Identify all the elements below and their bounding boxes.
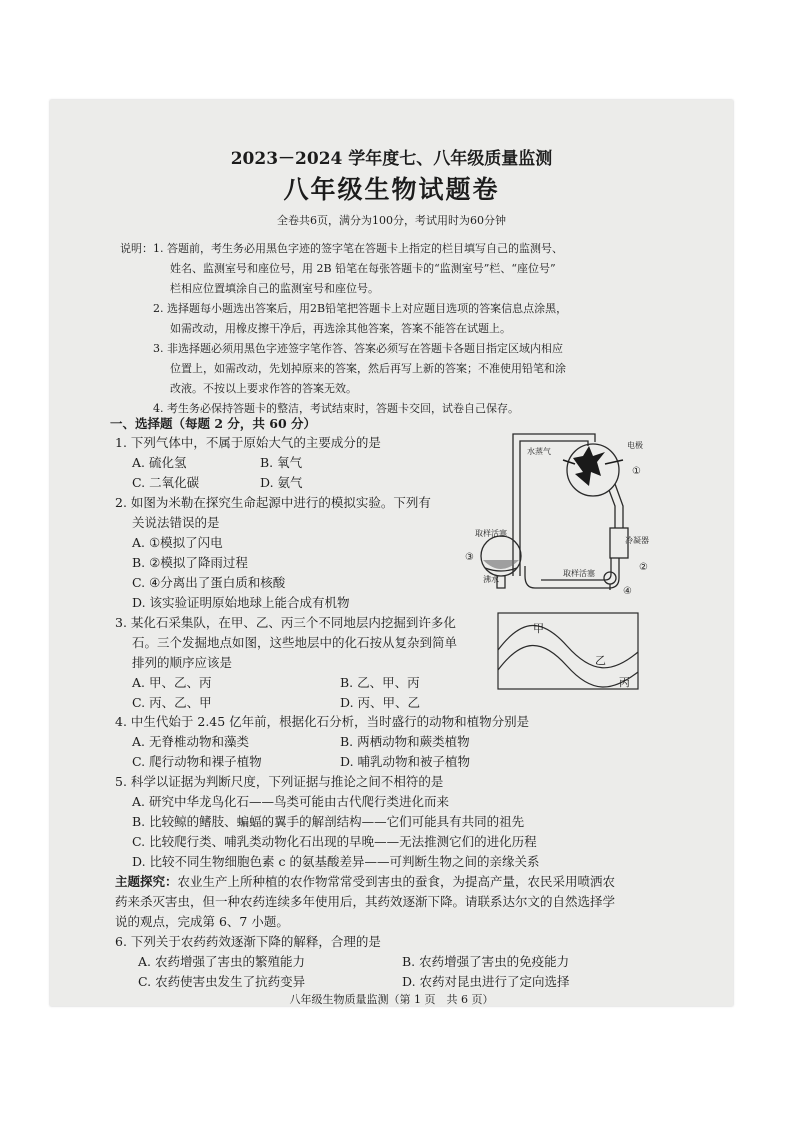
q2-option-c: C. ④分离出了蛋白质和核酸 xyxy=(132,575,286,590)
strata-figure xyxy=(497,612,639,690)
q6-stem: 6. 下列关于农药药效逐渐下降的解释，合理的是 xyxy=(115,934,381,949)
instruction-line: 1. 答题前，考生务必用黑色字迹的签字笔在答题卡上指定的栏目填写自己的监测号、 xyxy=(153,242,563,255)
q1-option-c: C. 二氧化碳 xyxy=(132,475,200,490)
instruction-line: 改液。不按以上要求作答的答案无效。 xyxy=(170,382,357,395)
q3-option-d: D. 丙、甲、乙 xyxy=(340,695,421,710)
page-footer: 八年级生物质量监测（第 1 页 共 6 页） xyxy=(289,993,494,1006)
instruction-line: 栏相应位置填涂自己的监测室号和座位号。 xyxy=(170,282,379,295)
stratum-label-jia: 甲 xyxy=(533,622,544,635)
instruction-line: 姓名、监测室号和座位号，用 2B 铅笔在每张答题卡的“监测室号”栏、“座位号” xyxy=(170,262,556,275)
label-boiling-water: 沸水 xyxy=(483,575,499,584)
exam-title-line2: 八年级生物试题卷 xyxy=(283,175,500,204)
label-sample-valve-2: 取样活塞 xyxy=(563,569,595,578)
q2-option-b: B. ②模拟了降雨过程 xyxy=(132,555,248,570)
theme-line xyxy=(115,872,615,891)
instruction-line: 4. 考生务必保持答题卡的整洁，考试结束时，答题卡交回，试卷自己保存。 xyxy=(153,402,519,415)
q3-stem: 石。三个发掘地点如图，这些地层中的化石按从复杂到简单 xyxy=(132,635,458,650)
q3-stem: 3. 某化石采集队，在甲、乙、丙三个不同地层内挖掘到许多化 xyxy=(115,615,456,630)
exam-page xyxy=(50,100,733,1006)
q1-option-b: B. 氧气 xyxy=(260,455,303,470)
q5-option-a: A. 研究中华龙鸟化石——鸟类可能由古代爬行类进化而来 xyxy=(132,794,449,809)
q6-option-a: A. 农药增强了害虫的繁殖能力 xyxy=(138,954,305,969)
theme-line: 药来杀灭害虫，但一种农药连续多年使用后，其药效逐渐下降。请联系达尔文的自然选择学 xyxy=(115,894,616,909)
label-num-2: ② xyxy=(639,562,648,573)
label-water-vapor: 水蒸气 xyxy=(527,447,551,456)
q5-option-d: D. 比较不同生物细胞色素 c 的氨基酸差异——可判断生物之间的亲缘关系 xyxy=(132,854,540,869)
theme-label: 主题探究： xyxy=(115,874,178,889)
q6-option-d: D. 农药对昆虫进行了定向选择 xyxy=(402,974,570,989)
q4-option-c: C. 爬行动物和裸子植物 xyxy=(132,754,262,769)
label-sample-valve-1: 取样活塞 xyxy=(475,529,507,538)
stratum-label-bing: 丙 xyxy=(619,676,630,689)
q4-stem: 4. 中生代始于 2.45 亿年前，根据化石分析，当时盛行的动物和植物分别是 xyxy=(115,714,530,729)
instruction-line: 位置上，如需改动，先划掉原来的答案，然后再写上新的答案；不准使用铅笔和涂 xyxy=(170,362,566,375)
exam-title-line1: 2023－2024 学年度七、八年级质量监测 xyxy=(230,149,553,169)
q1-stem: 1. 下列气体中，不属于原始大气的主要成分的是 xyxy=(115,435,381,450)
q3-option-b: B. 乙、甲、丙 xyxy=(340,675,420,690)
q2-option-d: D. 该实验证明原始地球上能合成有机物 xyxy=(132,595,350,610)
theme-line: 说的观点，完成第 6、7 小题。 xyxy=(115,914,289,929)
q2-stem: 关说法错误的是 xyxy=(132,515,220,530)
q4-option-d: D. 哺乳动物和被子植物 xyxy=(340,754,471,769)
miller-experiment-figure xyxy=(465,428,660,596)
q4-option-b: B. 两栖动物和蕨类植物 xyxy=(340,734,470,749)
instruction-line: 2. 选择题每小题选出答案后，用2B铅笔把答题卡上对应题目选项的答案信息点涂黑， xyxy=(153,302,568,315)
exam-subtitle: 全卷共6页，满分为100分，考试用时为60分钟 xyxy=(277,214,506,227)
label-electrode: 电极 xyxy=(627,441,643,450)
q2-stem: 2. 如图为米勒在探究生命起源中进行的模拟实验。下列有 xyxy=(115,495,431,510)
q4-option-a: A. 无脊椎动物和藻类 xyxy=(132,734,249,749)
stratum-label-yi: 乙 xyxy=(595,654,606,667)
q5-option-b: B. 比较鲸的鳍肢、蝙蝠的翼手的解剖结构——它们可能具有共同的祖先 xyxy=(132,814,525,829)
label-num-1: ① xyxy=(632,466,641,477)
q3-option-a: A. 甲、乙、丙 xyxy=(132,675,212,690)
q6-option-b: B. 农药增强了害虫的免疫能力 xyxy=(402,954,570,969)
instruction-line: 3. 非选择题必须用黑色字迹签字笔作答、答案必须写在答题卡各题目指定区域内相应 xyxy=(153,342,563,355)
q1-option-d: D. 氨气 xyxy=(260,475,303,490)
q5-option-c: C. 比较爬行类、哺乳类动物化石出现的早晚——无法推测它们的进化历程 xyxy=(132,834,537,849)
q2-option-a: A. ①模拟了闪电 xyxy=(132,535,223,550)
label-condenser: 冷凝器 xyxy=(625,536,649,545)
instruction-line: 如需改动，用橡皮擦干净后，再选涂其他答案，答案不能答在试题上。 xyxy=(170,322,511,335)
label-num-4: ④ xyxy=(623,586,632,596)
q5-stem: 5. 科学以证据为判断尺度，下列证据与推论之间不相符的是 xyxy=(115,774,444,789)
q3-stem: 排列的顺序应该是 xyxy=(132,655,233,670)
section-title: 一、选择题（每题 2 分，共 60 分） xyxy=(110,416,317,431)
theme-text: 农业生产上所种植的农作物常常受到害虫的蚕食，为提高产量，农民采用喷洒农 xyxy=(177,874,616,889)
q3-option-c: C. 丙、乙、甲 xyxy=(132,695,212,710)
q6-option-c: C. 农药使害虫发生了抗药变异 xyxy=(138,974,306,989)
q1-option-a: A. 硫化氢 xyxy=(132,455,187,470)
label-num-3: ③ xyxy=(465,552,474,563)
instructions-label: 说明： xyxy=(120,242,153,255)
